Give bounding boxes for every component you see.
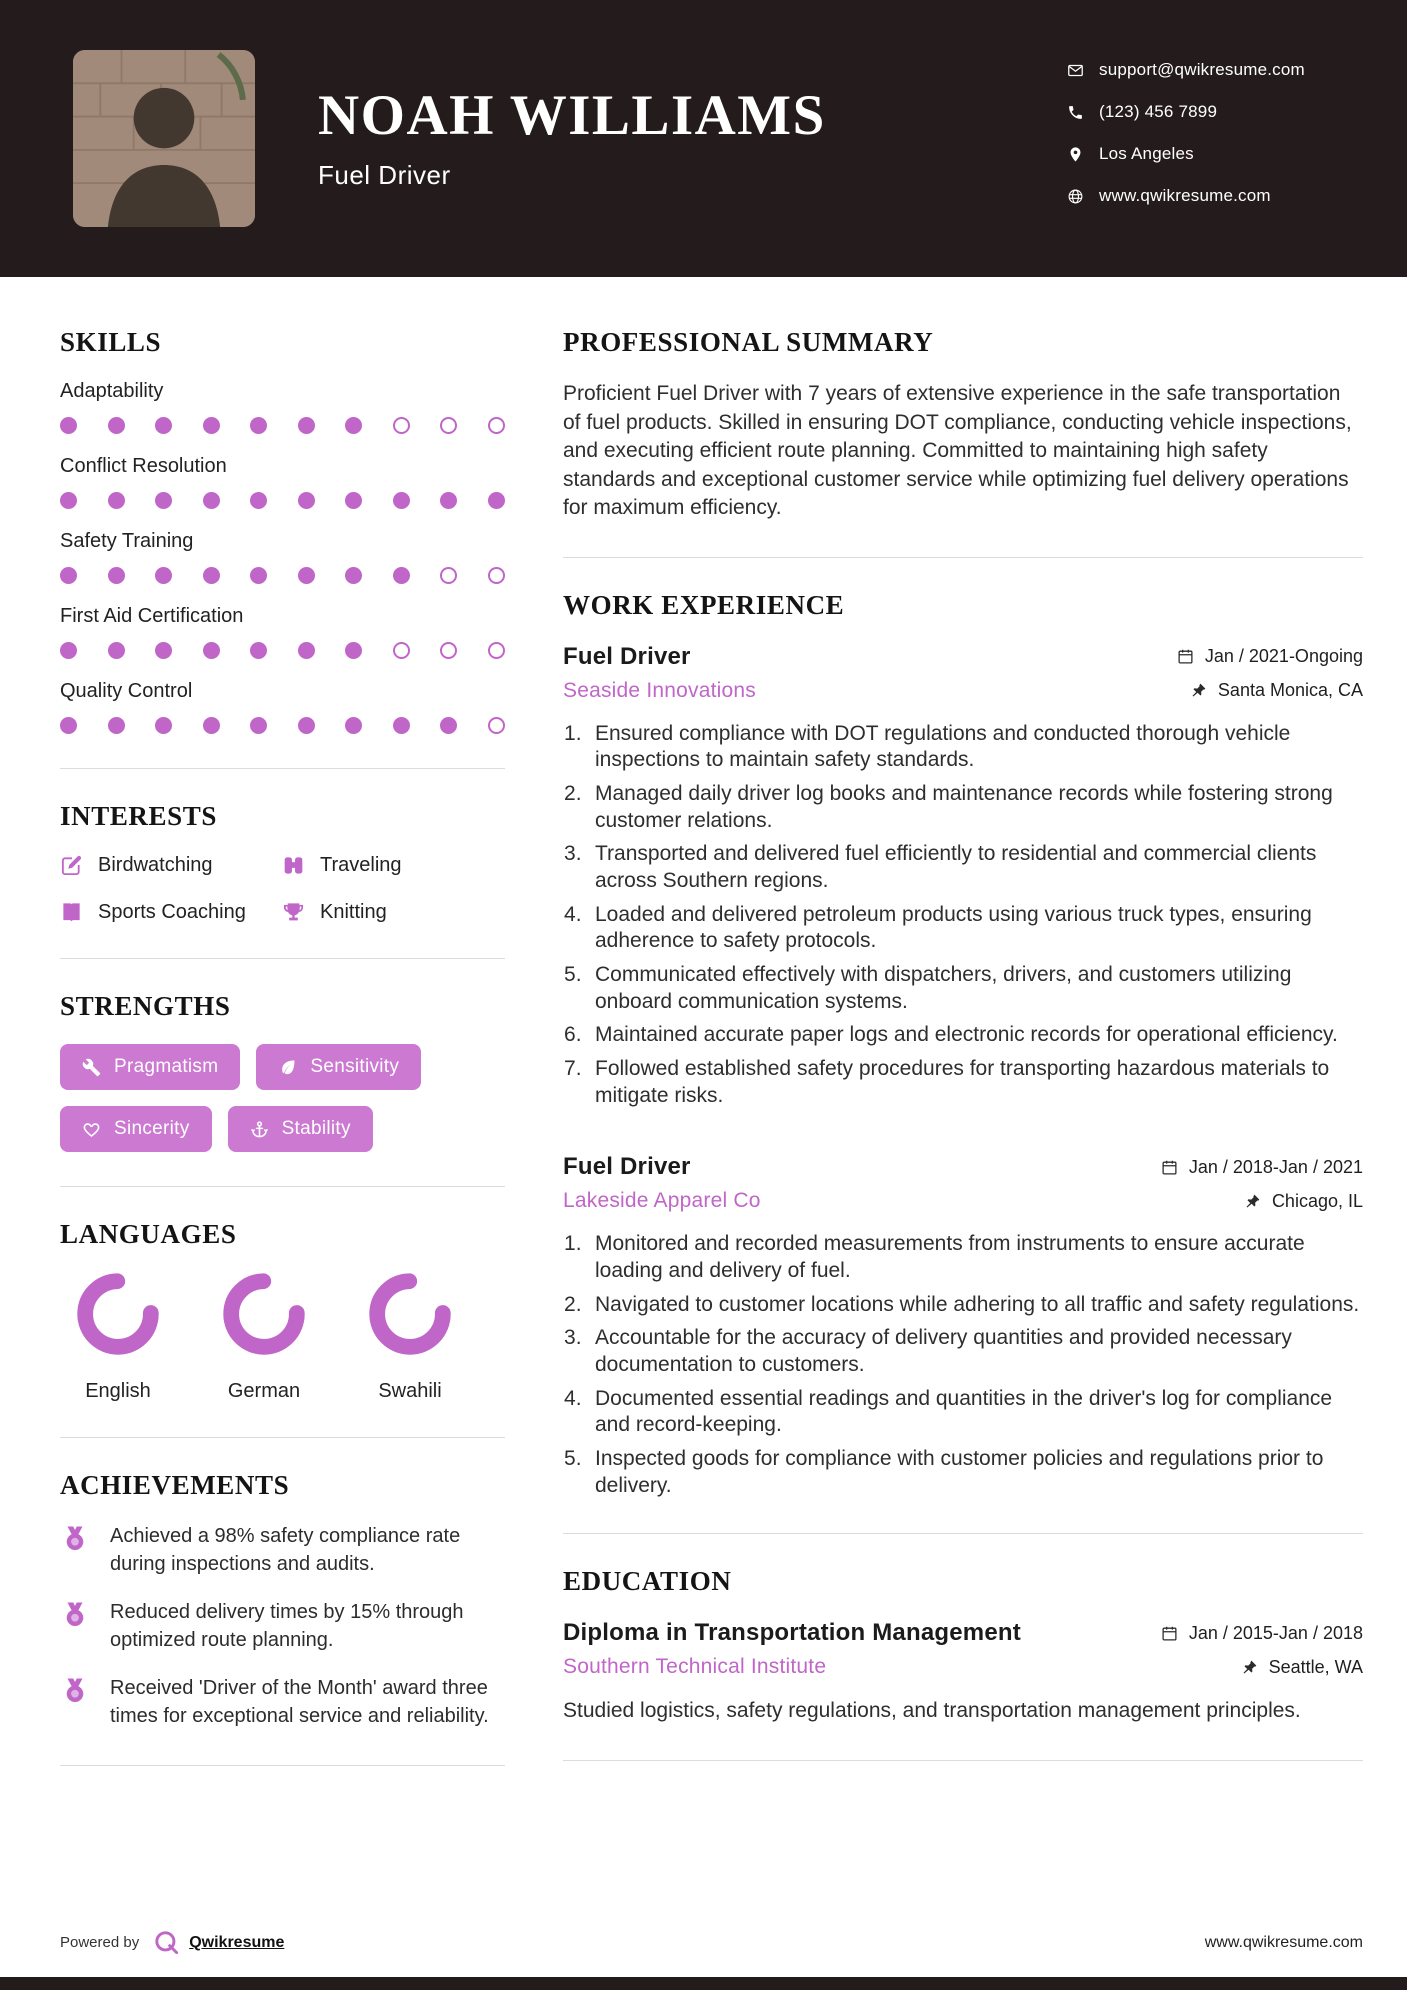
rating-dot-filled — [250, 567, 267, 584]
rating-dot-filled — [393, 567, 410, 584]
rating-dot-filled — [60, 567, 77, 584]
skill-item — [60, 380, 505, 434]
phone-icon — [1067, 104, 1084, 121]
skill-label: First Aid Certification — [60, 605, 244, 627]
job-bullet: Loaded and delivered petroleum products using various truck types, ensuring adherence to safety protocols. — [595, 902, 1312, 953]
interest-label: Sports Coaching — [98, 901, 246, 923]
job-bullet: Managed daily driver log books and maintenance records while fostering strong customer relations. — [595, 782, 1333, 832]
divider — [60, 1186, 505, 1187]
rating-dot-filled — [60, 642, 77, 659]
job-dates — [1161, 1157, 1363, 1178]
achievement-item — [60, 1523, 505, 1578]
person-name: NOAH WILLIAMS — [318, 84, 826, 148]
rating-dot-filled — [108, 642, 125, 659]
job-bullet: Navigated to customer locations while adhering to all traffic and safety regulations. — [595, 1292, 1360, 1316]
job-company: Lakeside Apparel Co — [563, 1189, 761, 1213]
education-location — [1241, 1657, 1363, 1678]
rating-dot-filled — [298, 717, 315, 734]
strength-pill — [256, 1044, 421, 1090]
wrench-icon — [82, 1058, 101, 1077]
interest-item — [282, 854, 505, 877]
email-icon — [1067, 62, 1084, 79]
rating-dot-filled — [440, 717, 457, 734]
leaf-icon — [278, 1058, 297, 1077]
job-bullet: Accountable for the accuracy of delivery quantities and provided necessary documentation to customers. — [595, 1326, 1292, 1376]
achievement-item — [60, 1599, 505, 1654]
qwikresume-logo-icon — [153, 1929, 180, 1956]
job-bullet: Followed established safety procedures for transporting hazardous materials to mitigate risks. — [595, 1056, 1330, 1107]
skill-rating — [60, 492, 505, 509]
language-label: German — [227, 1380, 301, 1402]
profile-photo — [73, 50, 255, 227]
achievements-heading: ACHIEVEMENTS — [60, 1470, 290, 1500]
trophy-icon — [282, 901, 305, 924]
job-bullets — [563, 721, 1363, 1110]
divider — [563, 1760, 1363, 1761]
strength-label: Sincerity — [114, 1118, 190, 1139]
rating-dot-filled — [60, 492, 77, 509]
rating-dot-filled — [345, 492, 362, 509]
language-item — [222, 1272, 306, 1403]
rating-dot-filled — [393, 717, 410, 734]
skill-label: Conflict Resolution — [60, 455, 227, 477]
footer — [60, 1929, 1363, 1956]
job-company: Seaside Innovations — [563, 678, 756, 702]
contact-list — [1067, 60, 1305, 206]
contact-item — [1067, 60, 1305, 80]
book-icon — [60, 901, 83, 924]
calendar-icon — [1161, 1625, 1178, 1642]
rating-dot-filled — [393, 492, 410, 509]
job-title: Fuel Driver — [563, 642, 691, 670]
language-level-ring — [368, 1272, 452, 1356]
skill-label: Quality Control — [60, 680, 193, 702]
job-bullet: Monitored and recorded measurements from instruments to ensure accurate loading and delivery of fuel. — [595, 1232, 1305, 1282]
strengths-heading: STRENGTHS — [60, 991, 231, 1021]
skill-rating — [60, 717, 505, 734]
skill-rating — [60, 642, 505, 659]
location-icon — [1067, 146, 1084, 163]
strength-label: Pragmatism — [114, 1056, 219, 1077]
strengths-list — [60, 1044, 505, 1152]
divider — [60, 768, 505, 769]
rating-dot-filled — [108, 417, 125, 434]
rating-dot-empty — [488, 567, 505, 584]
strength-pill — [60, 1106, 212, 1152]
rating-dot-filled — [298, 417, 315, 434]
rating-dot-filled — [250, 717, 267, 734]
pin-icon — [1241, 1659, 1258, 1676]
rating-dot-filled — [250, 642, 267, 659]
rating-dot-filled — [345, 642, 362, 659]
rating-dot-empty — [440, 567, 457, 584]
pin-icon — [1190, 682, 1207, 699]
contact-text: support@qwikresume.com — [1099, 60, 1305, 79]
interests-heading: INTERESTS — [60, 801, 217, 831]
rating-dot-filled — [250, 417, 267, 434]
header — [0, 0, 1407, 277]
summary-heading: PROFESSIONAL SUMMARY — [563, 327, 934, 357]
education-location-text: Seattle, WA — [1268, 1656, 1363, 1677]
qwikresume-link[interactable]: Qwikresume — [189, 1933, 285, 1951]
medal-icon — [60, 1676, 90, 1706]
divider — [563, 1533, 1363, 1534]
anchor-icon — [250, 1120, 269, 1139]
interests-list — [60, 854, 505, 924]
skill-label: Safety Training — [60, 530, 194, 552]
job-bullet: Transported and delivered fuel efficiently to residential and commercial clients across Southern regions. — [595, 842, 1317, 893]
skill-item — [60, 680, 505, 734]
rating-dot-filled — [250, 492, 267, 509]
achievement-text: Achieved a 98% safety compliance rate during inspections and audits. — [110, 1525, 461, 1575]
summary-section — [563, 327, 1363, 523]
rating-dot-filled — [345, 567, 362, 584]
rating-dot-empty — [440, 417, 457, 434]
skill-rating — [60, 567, 505, 584]
interest-label: Birdwatching — [98, 854, 213, 876]
rating-dot-empty — [393, 642, 410, 659]
summary-text: Proficient Fuel Driver with 7 years of extensive experience in the safe transportation of fuel products. Skilled in ensuring DOT compliance, conducting vehicle inspections, and executing efficient route planning. Committed to maintaining high safety standards and exceptional customer service while optimizing fuel delivery operations for maximum efficiency. — [563, 382, 1352, 520]
skills-section — [60, 327, 505, 734]
jobs-list — [563, 643, 1363, 1499]
identity-block — [318, 86, 826, 191]
rating-dot-filled — [203, 567, 220, 584]
rating-dot-filled — [108, 492, 125, 509]
language-level-ring — [76, 1272, 160, 1356]
contact-item — [1067, 144, 1305, 164]
divider — [563, 557, 1363, 558]
achievements-section — [60, 1470, 505, 1731]
strength-pill — [60, 1044, 240, 1090]
achievement-item — [60, 1675, 505, 1730]
rating-dot-filled — [345, 417, 362, 434]
school-name: Southern Technical Institute — [563, 1655, 827, 1679]
rating-dot-filled — [155, 417, 172, 434]
rating-dot-filled — [298, 567, 315, 584]
rating-dot-filled — [203, 492, 220, 509]
language-label: Swahili — [378, 1380, 442, 1402]
education-dates — [1161, 1623, 1363, 1644]
divider — [60, 1437, 505, 1438]
education-description: Studied logistics, safety regulations, and transportation management principles. — [563, 1699, 1301, 1723]
bottom-bar — [0, 1977, 1407, 1990]
rating-dot-filled — [203, 642, 220, 659]
powered-by-label: Powered by — [60, 1934, 140, 1951]
job-bullet: Communicated effectively with dispatchers, drivers, and customers utilizing onboard communication systems. — [595, 962, 1292, 1013]
languages-heading: LANGUAGES — [60, 1219, 237, 1249]
globe-icon — [1067, 188, 1084, 205]
strength-pill — [228, 1106, 373, 1152]
divider — [60, 1765, 505, 1766]
job-title: Fuel Driver — [563, 1153, 691, 1181]
footer-website: www.qwikresume.com — [1204, 1933, 1363, 1951]
medal-icon — [60, 1524, 90, 1554]
interest-item — [282, 901, 505, 924]
strength-label: Sensitivity — [310, 1056, 400, 1077]
rating-dot-filled — [298, 642, 315, 659]
main-column — [563, 327, 1363, 1798]
education-heading: EDUCATION — [563, 1566, 732, 1597]
skill-rating — [60, 417, 505, 434]
sidebar — [60, 327, 505, 1798]
experience-heading: WORK EXPERIENCE — [563, 589, 845, 620]
rating-dot-filled — [155, 642, 172, 659]
contact-text: www.qwikresume.com — [1099, 186, 1271, 205]
rating-dot-filled — [203, 417, 220, 434]
divider — [60, 958, 505, 959]
person-role: Fuel Driver — [318, 159, 451, 190]
rating-dot-empty — [488, 717, 505, 734]
profile-photo-placeholder — [73, 50, 255, 227]
job-location — [1190, 680, 1363, 701]
contact-text: (123) 456 7899 — [1099, 102, 1218, 121]
languages-list — [60, 1272, 505, 1403]
contact-item — [1067, 186, 1305, 206]
pin-icon — [1244, 1193, 1261, 1210]
job-dates-text: Jan / 2018-Jan / 2021 — [1188, 1156, 1363, 1177]
rating-dot-filled — [440, 492, 457, 509]
achievements-list — [60, 1523, 505, 1731]
content — [0, 277, 1407, 1798]
job-bullet: Documented essential readings and quantities in the driver's log for compliance and record-keeping. — [595, 1386, 1333, 1437]
rating-dot-filled — [345, 717, 362, 734]
job-dates-text: Jan / 2021-Ongoing — [1204, 646, 1363, 667]
job-bullet: Ensured compliance with DOT regulations and conducted thorough vehicle inspections to maintain safety standards. — [595, 721, 1291, 772]
language-item — [76, 1272, 160, 1403]
calendar-icon — [1161, 1159, 1178, 1176]
achievement-text: Reduced delivery times by 15% through optimized route planning. — [110, 1601, 464, 1651]
job-entry — [563, 1153, 1363, 1499]
contact-item — [1067, 102, 1305, 122]
skill-item — [60, 605, 505, 659]
rating-dot-filled — [60, 717, 77, 734]
interest-item — [60, 854, 282, 877]
strengths-section — [60, 991, 505, 1152]
rating-dot-empty — [393, 417, 410, 434]
heart-icon — [82, 1120, 101, 1139]
job-bullet: Inspected goods for compliance with customer policies and regulations prior to delivery. — [595, 1446, 1324, 1497]
languages-section — [60, 1219, 505, 1403]
interest-item — [60, 901, 282, 924]
language-item — [368, 1272, 452, 1403]
skills-list — [60, 380, 505, 734]
rating-dot-filled — [155, 492, 172, 509]
rating-dot-empty — [440, 642, 457, 659]
skill-item — [60, 455, 505, 509]
rating-dot-filled — [203, 717, 220, 734]
job-location-text: Santa Monica, CA — [1217, 680, 1363, 701]
rating-dot-empty — [488, 417, 505, 434]
interests-section — [60, 801, 505, 924]
job-dates — [1177, 646, 1363, 667]
strength-label: Stability — [281, 1118, 351, 1139]
job-location — [1244, 1191, 1363, 1212]
binoculars-icon — [282, 854, 305, 877]
medal-icon — [60, 1600, 90, 1630]
achievement-text: Received 'Driver of the Month' award three times for exceptional service and reliability. — [110, 1677, 489, 1727]
pen-icon — [60, 854, 83, 877]
rating-dot-filled — [108, 567, 125, 584]
rating-dot-empty — [488, 642, 505, 659]
skill-label: Adaptability — [60, 380, 164, 402]
rating-dot-filled — [155, 717, 172, 734]
interest-label: Knitting — [320, 901, 387, 923]
rating-dot-filled — [60, 417, 77, 434]
language-level-ring — [222, 1272, 306, 1356]
skills-heading: SKILLS — [60, 327, 162, 357]
job-bullet: Maintained accurate paper logs and electronic records for operational efficiency. — [595, 1023, 1338, 1047]
experience-section — [563, 590, 1363, 1499]
language-label: English — [85, 1380, 151, 1402]
education-dates-text: Jan / 2015-Jan / 2018 — [1188, 1622, 1363, 1643]
skill-item — [60, 530, 505, 584]
calendar-icon — [1177, 648, 1194, 665]
job-entry — [563, 643, 1363, 1110]
rating-dot-filled — [108, 717, 125, 734]
interest-label: Traveling — [320, 854, 402, 876]
job-location-text: Chicago, IL — [1271, 1190, 1363, 1211]
rating-dot-filled — [488, 492, 505, 509]
contact-text: Los Angeles — [1099, 144, 1194, 163]
job-bullets — [563, 1231, 1363, 1499]
education-section — [563, 1566, 1363, 1726]
rating-dot-filled — [155, 567, 172, 584]
degree-title: Diploma in Transportation Management — [563, 1619, 1021, 1647]
rating-dot-filled — [298, 492, 315, 509]
